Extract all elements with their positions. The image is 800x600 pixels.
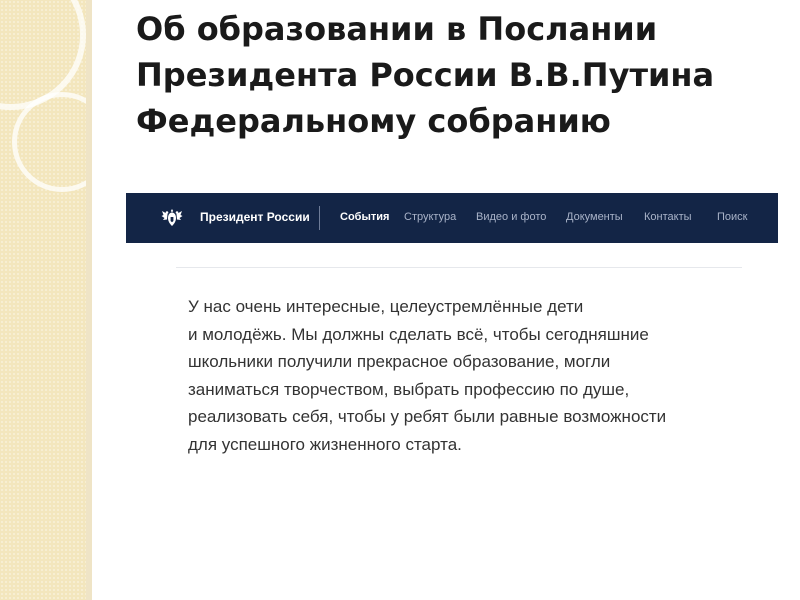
slide-title: Об образовании в Послании Президента России В.В.Путина Федеральному собранию (136, 10, 715, 140)
decorative-strip-edge (86, 0, 92, 600)
nav-item-events[interactable]: События (340, 211, 390, 223)
quote-line: школьники получили прекрасное образование, могли (188, 352, 611, 371)
decorative-left-strip (0, 0, 86, 600)
nav-item-video-photo[interactable]: Видео и фото (476, 211, 547, 223)
quote-line: и молодёжь. Мы должны сделать всё, чтобы сегодняшние (188, 324, 649, 344)
nav-item-search[interactable]: Поиск (717, 211, 748, 223)
site-brand-link[interactable]: Президент России (200, 210, 310, 224)
nav-divider (319, 206, 320, 230)
quote-text (188, 293, 768, 458)
website-screenshot (126, 193, 778, 480)
quote-line: реализовать себя, чтобы у ребят были равные возможности (188, 407, 667, 426)
site-navbar (126, 193, 778, 243)
double-headed-eagle-icon[interactable] (160, 206, 184, 230)
nav-item-structure[interactable]: Структура (404, 211, 457, 223)
quote-line: для успешного жизненного старта. (188, 434, 462, 454)
quote-line: У нас очень интересные, целеустремлённые дети (188, 297, 584, 316)
content-divider (176, 267, 742, 268)
nav-item-contacts[interactable]: Контакты (644, 211, 692, 223)
quote-line: заниматься творчеством, выбрать профессию по душе, (188, 379, 630, 399)
nav-item-documents[interactable]: Документы (566, 211, 623, 223)
